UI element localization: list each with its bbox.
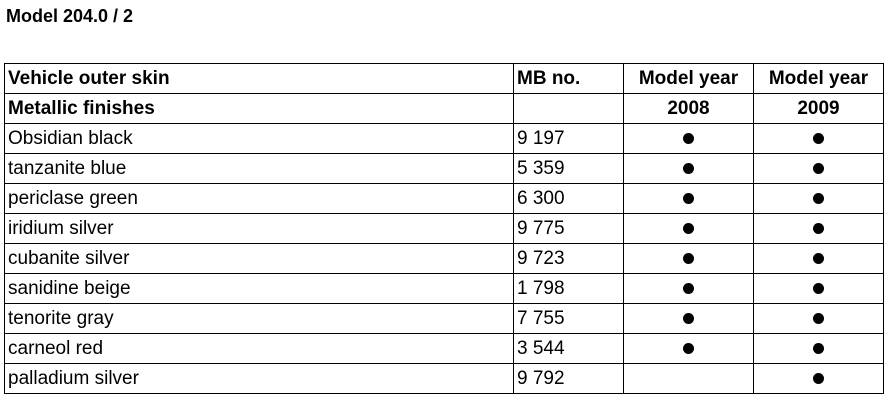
- availability-cell-2008: [624, 124, 754, 154]
- header-vehicle-outer-skin: Vehicle outer skin: [5, 64, 514, 94]
- table-body: [5, 64, 884, 394]
- finish-name-cell: carneol red: [5, 334, 514, 364]
- header-model-year-a: Model year: [624, 64, 754, 94]
- mb-number-cell: 9 723: [514, 244, 624, 274]
- availability-cell-2009: [754, 304, 884, 334]
- table-row: [5, 274, 884, 304]
- bullet-icon: [683, 193, 694, 204]
- finish-name-cell: cubanite silver: [5, 244, 514, 274]
- paint-finishes-table: [4, 63, 884, 394]
- header-model-year-b: Model year: [754, 64, 884, 94]
- table-row: [5, 124, 884, 154]
- bullet-icon: [683, 133, 694, 144]
- mb-number-cell: 5 359: [514, 154, 624, 184]
- availability-cell-2009: [754, 274, 884, 304]
- availability-cell-2008: [624, 334, 754, 364]
- header-mb-no-blank: [514, 94, 624, 124]
- subheader-row: [5, 94, 884, 124]
- availability-cell-2009: [754, 214, 884, 244]
- availability-cell-2009: [754, 154, 884, 184]
- bullet-icon: [683, 253, 694, 264]
- availability-cell-2008: [624, 154, 754, 184]
- bullet-icon: [683, 313, 694, 324]
- table-row: [5, 184, 884, 214]
- bullet-icon: [683, 343, 694, 354]
- bullet-icon: [813, 193, 824, 204]
- mb-number-cell: 1 798: [514, 274, 624, 304]
- availability-cell-2008: [624, 244, 754, 274]
- finish-name-cell: iridium silver: [5, 214, 514, 244]
- availability-cell-2008: [624, 304, 754, 334]
- bullet-icon: [683, 163, 694, 174]
- bullet-icon: [813, 283, 824, 294]
- availability-cell-2008: [624, 214, 754, 244]
- page-title: Model 204.0 / 2: [6, 6, 134, 26]
- table-row: [5, 244, 884, 274]
- finish-name-cell: palladium silver: [5, 364, 514, 394]
- finish-name-cell: tenorite gray: [5, 304, 514, 334]
- mb-number-cell: 9 197: [514, 124, 624, 154]
- mb-number-cell: 9 775: [514, 214, 624, 244]
- availability-cell-2009: [754, 124, 884, 154]
- finish-name-cell: periclase green: [5, 184, 514, 214]
- table-row: [5, 154, 884, 184]
- table-row: [5, 364, 884, 394]
- bullet-icon: [813, 223, 824, 234]
- bullet-icon: [813, 313, 824, 324]
- bullet-icon: [683, 223, 694, 234]
- availability-cell-2008: [624, 184, 754, 214]
- header-row: [5, 64, 884, 94]
- mb-number-cell: 6 300: [514, 184, 624, 214]
- bullet-icon: [683, 283, 694, 294]
- bullet-icon: [813, 253, 824, 264]
- bullet-icon: [813, 373, 824, 384]
- finish-name-cell: sanidine beige: [5, 274, 514, 304]
- finish-name-cell: tanzanite blue: [5, 154, 514, 184]
- header-year-2009: 2009: [754, 94, 884, 124]
- header-year-2008: 2008: [624, 94, 754, 124]
- mb-number-cell: 3 544: [514, 334, 624, 364]
- availability-cell-2009: [754, 334, 884, 364]
- finish-name-cell: Obsidian black: [5, 124, 514, 154]
- bullet-icon: [813, 163, 824, 174]
- availability-cell-2008: [624, 364, 754, 394]
- bullet-icon: [813, 133, 824, 144]
- availability-cell-2009: [754, 184, 884, 214]
- availability-cell-2008: [624, 274, 754, 304]
- header-metallic-finishes: Metallic finishes: [5, 94, 514, 124]
- mb-number-cell: 7 755: [514, 304, 624, 334]
- header-mb-no: MB no.: [514, 64, 624, 94]
- availability-cell-2009: [754, 244, 884, 274]
- table-row: [5, 304, 884, 334]
- mb-number-cell: 9 792: [514, 364, 624, 394]
- availability-cell-2009: [754, 364, 884, 394]
- table-row: [5, 334, 884, 364]
- bullet-icon: [813, 343, 824, 354]
- table-row: [5, 214, 884, 244]
